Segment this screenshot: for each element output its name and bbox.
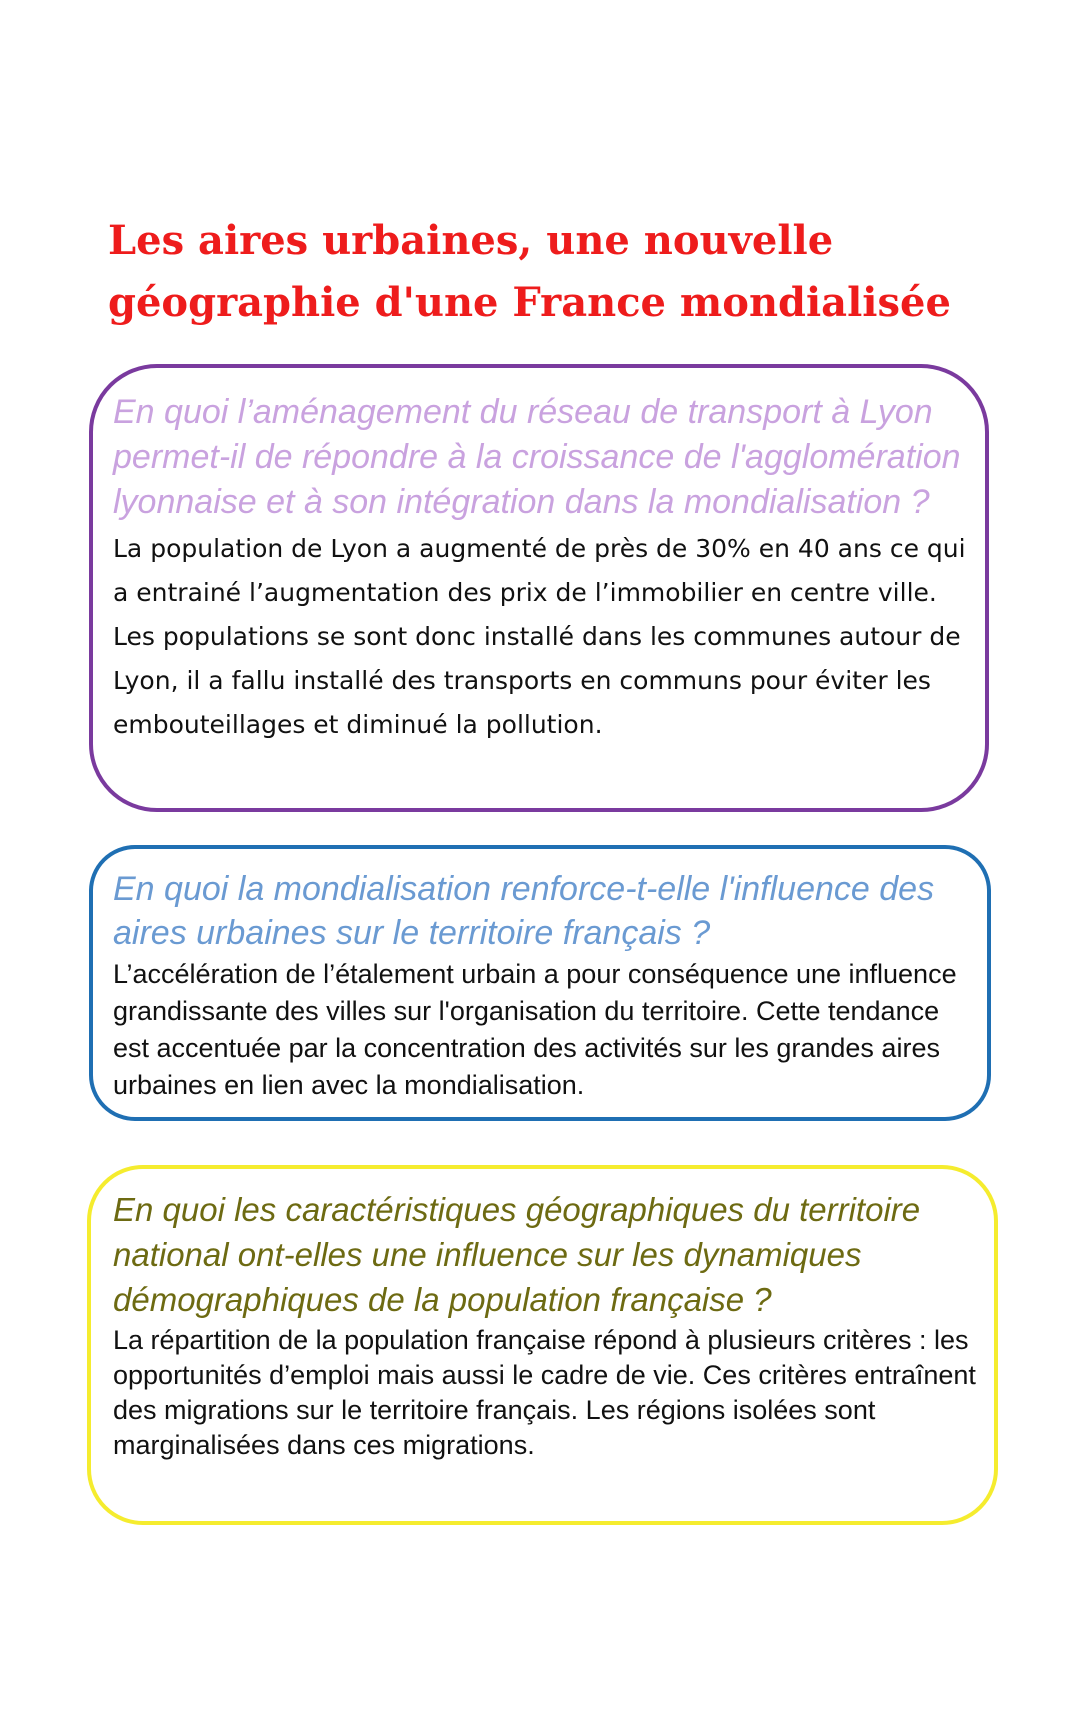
- section-question: En quoi l’aménagement du réseau de transport à Lyon permet-il de répondre à la croissance de l'agglomération lyonnaise et à son intégration dans la mondialisation ?: [113, 393, 961, 521]
- page-title: Les aires urbaines, une nouvelle géographie d'une France mondialisée: [108, 217, 951, 326]
- section-answer: L’accélération de l’étalement urbain a pour conséquence une influence grandissante des villes sur l'organisation du territoire. Cette tendance est accentuée par la concentration des activités sur les grandes aires urbaines en lien avec la mondialisation.: [113, 959, 957, 1100]
- section-question: En quoi la mondialisation renforce-t-elle l'influence des aires urbaines sur le territoire français ?: [113, 870, 935, 952]
- section-card-transport-lyon: [89, 364, 989, 812]
- section-card-dynamiques-demographiques: [87, 1165, 998, 1525]
- section-answer: La répartition de la population française répond à plusieurs critères : les opportunités d’emploi mais aussi le cadre de vie. Ces critères entraînent des migrations sur le territoire français. Les régions isolées sont marginalisées dans ces migrations.: [113, 1325, 976, 1460]
- section-answer: La population de Lyon a augmenté de près de 30% en 40 ans ce qui a entrainé l’augmentation des prix de l’immobilier en centre ville. Les populations se sont donc installé dans les communes autour de Lyon, il a fallu installé des transports en communs pour éviter les embouteillages et diminué la pollution.: [113, 534, 966, 739]
- section-question: En quoi les caractéristiques géographiques du territoire national ont-elles une influence sur les dynamiques démographiques de la population française ?: [113, 1191, 921, 1318]
- section-card-mondialisation: [89, 845, 991, 1121]
